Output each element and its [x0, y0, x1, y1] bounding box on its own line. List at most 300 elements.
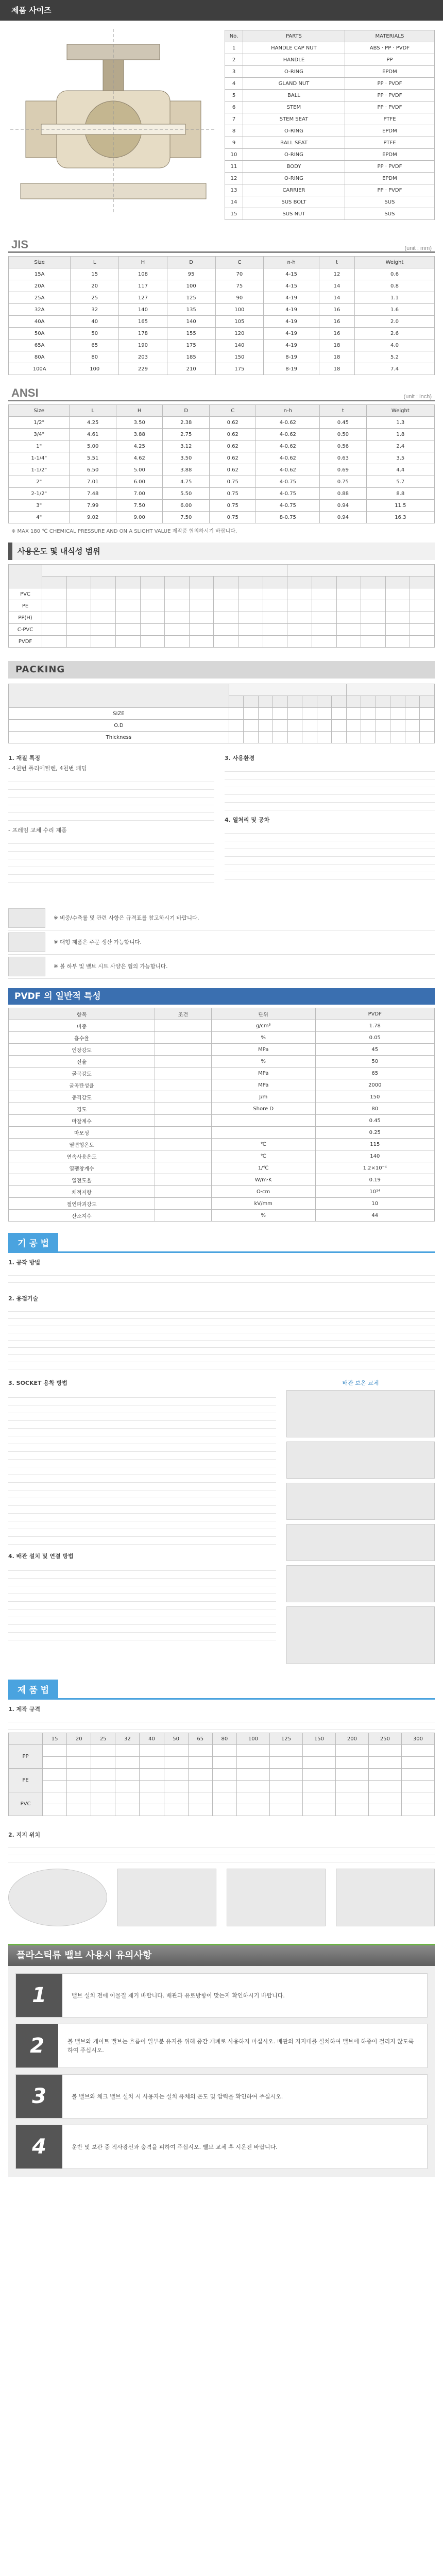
ansi-cell: 1"	[9, 440, 70, 452]
packing-cell	[346, 708, 361, 720]
mfg-cell	[115, 1804, 140, 1816]
jis-cell: 190	[119, 340, 167, 351]
mfg-cell	[236, 1757, 269, 1769]
mfg-cell	[140, 1792, 164, 1804]
usage-cell	[66, 636, 91, 648]
jis-cell: 15	[71, 268, 119, 280]
usage-cell	[385, 600, 410, 612]
mfg-cell	[91, 1757, 115, 1769]
pvdf-cell	[155, 1198, 212, 1210]
guide-section	[8, 1233, 435, 1667]
jis-cell: 4-15	[264, 280, 319, 292]
parts-row	[225, 125, 435, 137]
jis-row	[9, 316, 435, 328]
ansi-cell: 4.61	[70, 429, 116, 440]
ansi-cell: 7.48	[70, 488, 116, 500]
note-3-icon	[8, 957, 45, 976]
usage-corner-cell	[9, 565, 42, 588]
usage-cell	[66, 600, 91, 612]
mfg-title-bar	[8, 1680, 435, 1700]
pvdf-title-bar	[8, 988, 435, 1005]
usage-cell	[91, 588, 116, 600]
usage-cell	[165, 636, 190, 648]
usage-cell	[189, 624, 214, 636]
materials-sub1: - 4천번 폴리에틸렌, 4천번 패딩	[8, 765, 87, 772]
pvdf-cell	[155, 1020, 212, 1032]
parts-row	[225, 208, 435, 220]
usage-cell	[214, 636, 238, 648]
materials-sub3: 3. 사용환경	[225, 755, 255, 761]
pvdf-cell: 0.19	[315, 1174, 434, 1186]
pvdf-row	[9, 1032, 435, 1044]
parts-table-body	[225, 42, 435, 220]
usage-cell	[336, 600, 361, 612]
mfg-cell	[236, 1745, 269, 1757]
jis-cell: 95	[167, 268, 215, 280]
ansi-header-cell: L	[70, 405, 116, 417]
usage-cell	[385, 636, 410, 648]
mfg-row	[9, 1769, 435, 1781]
pvdf-cell: 0.05	[315, 1032, 434, 1044]
caution-number-icon: 2	[16, 2024, 58, 2067]
valve-cross-section-drawing	[10, 29, 216, 214]
usage-title: 사용온도 및 내식성 범위	[8, 543, 435, 560]
caution-item	[15, 2074, 428, 2119]
ansi-cell: 4.75	[163, 476, 210, 488]
ansi-cell: 0.88	[320, 488, 367, 500]
packing-row	[9, 708, 435, 720]
ansi-cell: 5.50	[163, 488, 210, 500]
mfg-row-header: PVC	[9, 1792, 43, 1816]
packing-cell	[361, 732, 376, 743]
parts-row	[225, 101, 435, 113]
pvdf-header-row	[9, 1008, 435, 1020]
parts-cell: SUS	[345, 196, 434, 208]
usage-cell	[115, 600, 140, 612]
mfg-cell	[140, 1781, 164, 1792]
pvdf-cell: 마모성	[9, 1127, 155, 1139]
parts-cell: CARRIER	[243, 184, 345, 196]
usage-row-label: C-PVC	[9, 624, 42, 636]
usage-chem-header	[287, 565, 435, 577]
pvdf-row	[9, 1150, 435, 1162]
jis-cell: 4-19	[264, 292, 319, 304]
usage-cell	[312, 588, 336, 600]
jis-cell: 16	[319, 316, 354, 328]
mfg-cell	[67, 1745, 91, 1757]
jis-cell: 8-19	[264, 363, 319, 375]
packing-cell	[332, 732, 347, 743]
mfg-row	[9, 1757, 435, 1769]
pvdf-row	[9, 1067, 435, 1079]
product-size-title: 제품 사이즈	[11, 6, 52, 15]
mfg-cell	[164, 1757, 188, 1769]
usage-cell	[42, 588, 67, 600]
pvdf-cell: 절연파괴강도	[9, 1198, 155, 1210]
ansi-cell: 7.50	[163, 512, 210, 523]
materials-notes	[8, 906, 435, 979]
packing-cell	[346, 732, 361, 743]
mfg-cell	[43, 1804, 67, 1816]
ansi-cell: 5.00	[116, 464, 163, 476]
ansi-row	[9, 464, 435, 476]
ansi-title-bar	[8, 384, 435, 401]
mfg-s1-text	[8, 1715, 435, 1730]
usage-cell	[140, 612, 165, 624]
pvdf-cell	[155, 1091, 212, 1103]
parts-row	[225, 137, 435, 149]
ansi-cell: 6.00	[163, 500, 210, 512]
support-figure-1	[8, 1869, 107, 1926]
mfg-cell	[164, 1792, 188, 1804]
usage-cell	[410, 588, 435, 600]
usage-cell	[410, 600, 435, 612]
jis-cell: 125	[167, 292, 215, 304]
parts-cell: 3	[225, 66, 243, 78]
pvdf-row	[9, 1115, 435, 1127]
caution-number-icon: 4	[16, 2125, 62, 2168]
ansi-cell: 4-0.62	[256, 429, 320, 440]
pvdf-cell: %	[211, 1032, 315, 1044]
mfg-col-header: 65	[188, 1733, 212, 1745]
usage-subheader	[9, 577, 435, 588]
pvdf-cell: 경도	[9, 1103, 155, 1115]
usage-row	[9, 588, 435, 600]
ansi-footnote: ※ MAX 180 ℃ CHEMICAL PRESSURE AND ON A SLIGHT VALUE 제작품 협의하시기 바랍니다.	[11, 529, 237, 534]
pvdf-cell: Ω·cm	[211, 1186, 315, 1198]
usage-cell	[361, 612, 386, 624]
pvdf-row	[9, 1079, 435, 1091]
pvdf-cell	[155, 1127, 212, 1139]
ansi-table	[8, 404, 435, 523]
usage-row-label: PE	[9, 600, 42, 612]
ansi-cell: 8.8	[366, 488, 434, 500]
usage-cell	[361, 588, 386, 600]
jis-cell: 16	[319, 328, 354, 340]
usage-row-label: PVDF	[9, 636, 42, 648]
packing-cell	[361, 720, 376, 732]
pvdf-cell	[155, 1162, 212, 1174]
usage-cell	[361, 624, 386, 636]
usage-cell	[336, 612, 361, 624]
ansi-cell: 4-0.75	[256, 488, 320, 500]
jis-cell: 4-19	[264, 316, 319, 328]
mfg-cell	[269, 1745, 302, 1757]
jis-table	[8, 256, 435, 375]
pvdf-cell: 10¹⁴	[315, 1186, 434, 1198]
caution-item	[15, 2125, 428, 2169]
usage-cell	[336, 636, 361, 648]
ansi-cell: 0.75	[209, 512, 256, 523]
mfg-col-header: 300	[401, 1733, 434, 1745]
jis-cell: 12	[319, 268, 354, 280]
packing-cell	[302, 708, 317, 720]
mfg-cell	[188, 1745, 212, 1757]
packing-cell	[287, 732, 302, 743]
parts-row	[225, 149, 435, 161]
usage-row	[9, 636, 435, 648]
packing-cell	[346, 720, 361, 732]
pvdf-cell: g/cm³	[211, 1020, 315, 1032]
jis-cell: 80A	[9, 351, 71, 363]
ansi-cell: 3.88	[163, 464, 210, 476]
materials-heading: 1. 재질 특징	[8, 755, 40, 761]
mfg-corner	[9, 1733, 43, 1745]
ansi-unit: (unit : inch)	[403, 394, 432, 400]
mfg-figures-row	[8, 1869, 435, 1930]
ansi-header-cell: H	[116, 405, 163, 417]
guide-figures-col	[286, 1379, 435, 1664]
pvdf-cell	[155, 1067, 212, 1079]
usage-cell	[189, 612, 214, 624]
materials-sub2: - 프레임 교체 수리 제품	[8, 827, 67, 834]
ansi-cell: 1/2"	[9, 417, 70, 429]
jis-cell: 155	[167, 328, 215, 340]
mfg-cell	[140, 1745, 164, 1757]
pvdf-cell: 2000	[315, 1079, 434, 1091]
support-figure-4	[336, 1869, 435, 1926]
pvdf-cell: 0.45	[315, 1115, 434, 1127]
mfg-cell	[368, 1769, 401, 1781]
mfg-cell	[269, 1792, 302, 1804]
socket-figure-5	[286, 1565, 435, 1602]
mfg-cell	[67, 1804, 91, 1816]
ansi-cell: 4.62	[116, 452, 163, 464]
ansi-header-cell: C	[209, 405, 256, 417]
mfg-cell	[43, 1745, 67, 1757]
pvdf-cell: MPa	[211, 1067, 315, 1079]
usage-cell	[287, 612, 312, 624]
jis-cell: 135	[167, 304, 215, 316]
mfg-section	[8, 1680, 435, 1930]
ansi-cell: 4-0.62	[256, 440, 320, 452]
usage-cell	[263, 600, 287, 612]
mfg-col-header: 80	[212, 1733, 236, 1745]
packing-row	[9, 732, 435, 743]
pvdf-cell: J/m	[211, 1091, 315, 1103]
jis-cell: 4-15	[264, 268, 319, 280]
mfg-cell	[236, 1792, 269, 1804]
packing-section	[8, 661, 435, 743]
parts-cell: ABS · PP · PVDF	[345, 42, 434, 54]
jis-cell: 4.0	[354, 340, 434, 351]
materials-left-textblock-1	[8, 774, 214, 822]
ansi-cell: 1.3	[366, 417, 434, 429]
jis-cell: 105	[215, 316, 264, 328]
usage-cell	[263, 636, 287, 648]
mfg-s2-text	[8, 1841, 435, 1863]
parts-cell: SUS BOLT	[243, 196, 345, 208]
mfg-cell	[164, 1804, 188, 1816]
ansi-cell: 2.75	[163, 429, 210, 440]
mfg-table	[8, 1733, 435, 1816]
usage-cell	[263, 624, 287, 636]
packing-group-a	[229, 684, 346, 696]
parts-row	[225, 184, 435, 196]
ansi-cell: 0.62	[209, 440, 256, 452]
pvdf-cell	[155, 1056, 212, 1067]
mfg-col-header: 125	[269, 1733, 302, 1745]
packing-cell	[287, 708, 302, 720]
ansi-cell: 0.63	[320, 452, 367, 464]
jis-header-cell: L	[71, 257, 119, 268]
pvdf-cell: 산소지수	[9, 1210, 155, 1222]
ansi-cell: 2-1/2"	[9, 488, 70, 500]
packing-cell	[420, 732, 435, 743]
mfg-cell	[401, 1781, 434, 1792]
jis-cell: 32A	[9, 304, 71, 316]
ansi-row	[9, 500, 435, 512]
mfg-cell	[212, 1769, 236, 1781]
parts-row	[225, 54, 435, 66]
ansi-cell: 9.00	[116, 512, 163, 523]
ansi-cell: 4.25	[70, 417, 116, 429]
pvdf-cell	[211, 1115, 315, 1127]
parts-cell: 6	[225, 101, 243, 113]
pvdf-row	[9, 1210, 435, 1222]
mfg-cell	[67, 1757, 91, 1769]
packing-cell	[273, 720, 288, 732]
mfg-row	[9, 1781, 435, 1792]
usage-table	[8, 564, 435, 648]
mfg-cell	[302, 1804, 335, 1816]
packing-cell	[390, 732, 405, 743]
jis-header-row	[9, 257, 435, 268]
ansi-cell: 2.4	[366, 440, 434, 452]
usage-cell	[287, 624, 312, 636]
pvdf-cell: ℃	[211, 1150, 315, 1162]
parts-table	[225, 30, 435, 220]
mfg-cell	[188, 1757, 212, 1769]
valve-drawing-svg	[10, 29, 216, 214]
usage-cell	[287, 600, 312, 612]
parts-cell: BALL SEAT	[243, 137, 345, 149]
usage-cell	[214, 624, 238, 636]
mfg-cell	[140, 1804, 164, 1816]
jis-header-cell: H	[119, 257, 167, 268]
pvdf-cell: W/m·K	[211, 1174, 315, 1186]
usage-section	[8, 543, 435, 648]
jis-cell: 40A	[9, 316, 71, 328]
pvdf-row	[9, 1198, 435, 1210]
mfg-header-row	[9, 1733, 435, 1745]
mfg-cell	[115, 1769, 140, 1781]
parts-row	[225, 78, 435, 90]
jis-row	[9, 280, 435, 292]
jis-cell: 18	[319, 351, 354, 363]
jis-cell: 2.6	[354, 328, 434, 340]
jis-cell: 14	[319, 280, 354, 292]
note-row-3	[8, 955, 435, 979]
ansi-cell: 7.00	[116, 488, 163, 500]
mfg-s1: 1. 제작 규격	[8, 1706, 40, 1713]
mfg-cell	[115, 1792, 140, 1804]
usage-cell	[91, 636, 116, 648]
parts-cell: PP · PVDF	[345, 184, 434, 196]
mfg-cell	[43, 1769, 67, 1781]
usage-cell	[189, 636, 214, 648]
mfg-cell	[188, 1769, 212, 1781]
ansi-cell: 3.50	[163, 452, 210, 464]
pvdf-cell: 신율	[9, 1056, 155, 1067]
usage-cell	[410, 624, 435, 636]
pvdf-cell: 80	[315, 1103, 434, 1115]
pvdf-row	[9, 1056, 435, 1067]
usage-cell	[312, 612, 336, 624]
jis-header-cell: Weight	[354, 257, 434, 268]
pvdf-cell: kV/mm	[211, 1198, 315, 1210]
mfg-cell	[67, 1781, 91, 1792]
mfg-cell	[140, 1757, 164, 1769]
jis-cell: 165	[119, 316, 167, 328]
ansi-cell: 4-0.75	[256, 476, 320, 488]
jis-header-cell: D	[167, 257, 215, 268]
mfg-cell	[368, 1804, 401, 1816]
ansi-cell: 3/4"	[9, 429, 70, 440]
parts-cell: EPDM	[345, 149, 434, 161]
parts-cell: STEM	[243, 101, 345, 113]
mfg-cell	[188, 1804, 212, 1816]
jis-row	[9, 304, 435, 316]
mfg-cell	[236, 1781, 269, 1792]
mfg-cell	[115, 1757, 140, 1769]
jis-title: JIS	[11, 238, 29, 251]
ansi-cell: 0.94	[320, 500, 367, 512]
guide-s1: 1. 공작 방법	[8, 1259, 40, 1266]
usage-cell	[385, 612, 410, 624]
mfg-col-header: 15	[43, 1733, 67, 1745]
pvdf-row	[9, 1127, 435, 1139]
jis-cell: 100	[215, 304, 264, 316]
pvdf-cell	[211, 1127, 315, 1139]
jis-cell: 175	[215, 363, 264, 375]
usage-cell	[42, 612, 67, 624]
usage-row-label: PVC	[9, 588, 42, 600]
jis-table-body	[9, 268, 435, 375]
mfg-cell	[236, 1769, 269, 1781]
jis-cell: 50A	[9, 328, 71, 340]
ansi-cell: 0.75	[209, 500, 256, 512]
parts-cell: EPDM	[345, 125, 434, 137]
jis-cell: 150	[215, 351, 264, 363]
pvdf-header-cell: 항목	[9, 1008, 155, 1020]
materials-text-section	[8, 754, 435, 903]
pvdf-cell: 140	[315, 1150, 434, 1162]
ansi-cell: 0.75	[209, 488, 256, 500]
ansi-row	[9, 488, 435, 500]
pvdf-cell: %	[211, 1056, 315, 1067]
mfg-cell	[269, 1781, 302, 1792]
jis-cell: 178	[119, 328, 167, 340]
mfg-cell	[212, 1745, 236, 1757]
packing-cell	[317, 720, 332, 732]
pvdf-table	[8, 1008, 435, 1222]
mfg-cell	[335, 1745, 368, 1757]
usage-row	[9, 612, 435, 624]
jis-cell: 5.2	[354, 351, 434, 363]
guide-title: 기 공 법	[8, 1233, 58, 1252]
mfg-cell	[269, 1757, 302, 1769]
parts-header-no: No.	[225, 30, 243, 42]
product-size-header	[0, 0, 443, 21]
pvdf-cell: 1/℃	[211, 1162, 315, 1174]
socket-figure-1	[286, 1390, 435, 1437]
packing-table	[8, 684, 435, 743]
jis-cell: 1.6	[354, 304, 434, 316]
mfg-cell	[335, 1757, 368, 1769]
usage-cell	[140, 588, 165, 600]
ansi-title: ANSI	[11, 386, 39, 399]
